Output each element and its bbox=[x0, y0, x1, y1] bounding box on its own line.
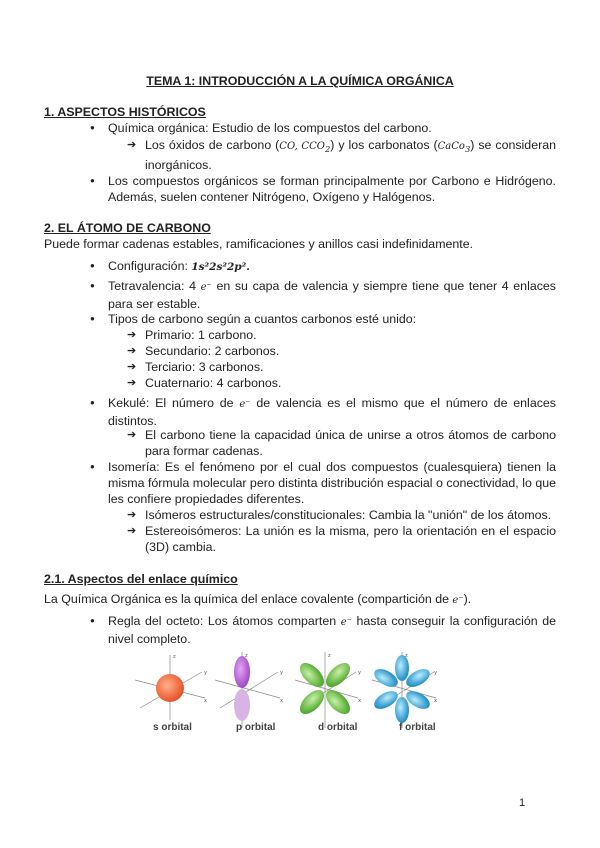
page-number: 1 bbox=[519, 797, 526, 809]
s-orbital-diagram bbox=[135, 654, 207, 720]
text: La Química Orgánica es la química del enlace covalente (compartición de bbox=[44, 592, 453, 606]
text: de valencia es el mismo que el número de enlaces distintos. bbox=[108, 396, 556, 428]
p-orbital-diagram bbox=[215, 652, 283, 728]
axis-z-label: z bbox=[245, 653, 248, 659]
f-orbital-diagram bbox=[371, 652, 437, 728]
axis-y-label: y bbox=[204, 670, 207, 676]
d-orbital-lobe bbox=[296, 659, 329, 692]
list-item bbox=[108, 613, 556, 647]
formula-oxides bbox=[279, 141, 330, 152]
s-orbital-label: s orbital bbox=[153, 722, 192, 733]
section-2-1-intro bbox=[44, 592, 556, 606]
text: en su capa de valencia y siempre tiene que tener 4 enlaces para ser estable. bbox=[108, 279, 556, 311]
axis-z-label: z bbox=[173, 654, 176, 660]
list-item bbox=[108, 278, 556, 312]
section-2-1-heading: 2.1. Aspectos del enlace químico bbox=[44, 572, 238, 586]
formula-text: CO, CCO bbox=[279, 141, 325, 152]
electron-symbol: e⁻ bbox=[452, 595, 464, 606]
p-orbital-lobe bbox=[234, 689, 250, 721]
d-orbital-label: d orbital bbox=[318, 722, 358, 733]
axis-y-label: y bbox=[280, 670, 283, 676]
formula-subscript: 3 bbox=[464, 144, 471, 154]
d-orbital-lobe bbox=[322, 659, 355, 692]
electron-symbol: e⁻ bbox=[340, 617, 352, 628]
sub-list-item: ➔ El carbono tiene la capacidad única de unirse a otros átomos de carbono para formar cadenas. bbox=[145, 427, 556, 459]
list-item bbox=[108, 173, 556, 205]
d-orbital-diagram bbox=[295, 652, 361, 728]
text: Tetravalencia: 4 bbox=[108, 279, 201, 293]
text: Los óxidos de carbono ( bbox=[145, 138, 280, 152]
axis-z-label: z bbox=[405, 653, 408, 659]
electron-symbol: e⁻ bbox=[239, 399, 251, 410]
sub-list-item: ➔ Cuaternario: 4 carbonos. bbox=[145, 375, 556, 391]
text: Regla del octeto: Los átomos comparten bbox=[108, 614, 341, 628]
formula-config: 1s²2s²2p². bbox=[191, 261, 250, 273]
sub-list-item: ➔ Isómeros estructurales/constitucionales: Cambia la "unión" de los átomos. bbox=[145, 507, 556, 523]
section-2-heading: 2. EL ÁTOMO DE CARBONO bbox=[44, 221, 211, 235]
axis-y-label: y bbox=[358, 670, 361, 676]
axis-x-label: x bbox=[358, 698, 361, 704]
p-orbital-lobe bbox=[234, 656, 250, 688]
p-orbital-label: p orbital bbox=[236, 722, 276, 733]
text: hasta conseguir la configuración de nivel completo. bbox=[108, 614, 556, 646]
formula-carbonates bbox=[438, 141, 471, 152]
f-orbital-label: f orbital bbox=[399, 722, 436, 733]
page-title: TEMA 1: INTRODUCCIÓN A LA QUÍMICA ORGÁNICA bbox=[146, 74, 454, 88]
formula-text: CaCo bbox=[437, 141, 465, 152]
text: ). bbox=[463, 592, 472, 606]
list-item bbox=[108, 395, 556, 429]
axis-z-label: z bbox=[328, 653, 331, 659]
section-1-heading: 1. ASPECTOS HISTÓRICOS bbox=[44, 105, 206, 119]
text: Kekulé: El número de bbox=[108, 396, 240, 410]
section-2-intro: Puede formar cadenas estables, ramificaciones y anillos casi indefinidamente. bbox=[44, 237, 474, 251]
bullet-text: Tipos de carbono según a cuantos carbonos esté unido: bbox=[108, 312, 417, 326]
formula-subscript: 2 bbox=[324, 144, 331, 154]
text: Configuración: bbox=[108, 259, 192, 273]
f-orbital-lobe bbox=[395, 697, 409, 723]
axis-x-label: x bbox=[204, 698, 207, 704]
bullet-text: Química orgánica: Estudio de los compuestos del carbono. bbox=[108, 121, 432, 135]
axis-x-label: x bbox=[280, 698, 283, 704]
sub-list-item: ➔ Secundario: 2 carbonos. bbox=[145, 343, 556, 359]
bullet-text: Los compuestos orgánicos se forman principalmente por Carbono e Hidrógeno. Además, suelen contener Nitrógeno, Oxígeno y Halógenos. bbox=[108, 174, 556, 204]
electron-symbol: e⁻ bbox=[200, 282, 212, 293]
d-orbital-lobe bbox=[296, 686, 329, 719]
list-item bbox=[108, 120, 556, 136]
sub-list-item: ➔ Terciario: 3 carbonos. bbox=[145, 359, 556, 375]
sub-list-item bbox=[145, 137, 556, 173]
text: ) y los carbonatos ( bbox=[330, 138, 438, 152]
list-item bbox=[108, 311, 556, 327]
list-item bbox=[108, 459, 556, 507]
axis-y-label: y bbox=[434, 670, 437, 676]
sub-list-item: ➔ Primario: 1 carbono. bbox=[145, 327, 556, 343]
list-item bbox=[108, 258, 556, 275]
s-orbital-lobe bbox=[156, 674, 184, 702]
bullet-text: Isomería: Es el fenómeno por el cual dos compuestos (cualesquiera) tienen la misma fórmula molecular pero distinta distribución espacial o conectividad, lo que les confiere propiedades diferentes. bbox=[108, 460, 556, 506]
axis-x-label: x bbox=[434, 698, 437, 704]
sub-list-item: ➔ Estereoisómeros: La unión es la misma, pero la orientación en el espacio (3D) cambia. bbox=[145, 523, 556, 555]
text: ) se consideran inorgánicos. bbox=[145, 138, 556, 172]
